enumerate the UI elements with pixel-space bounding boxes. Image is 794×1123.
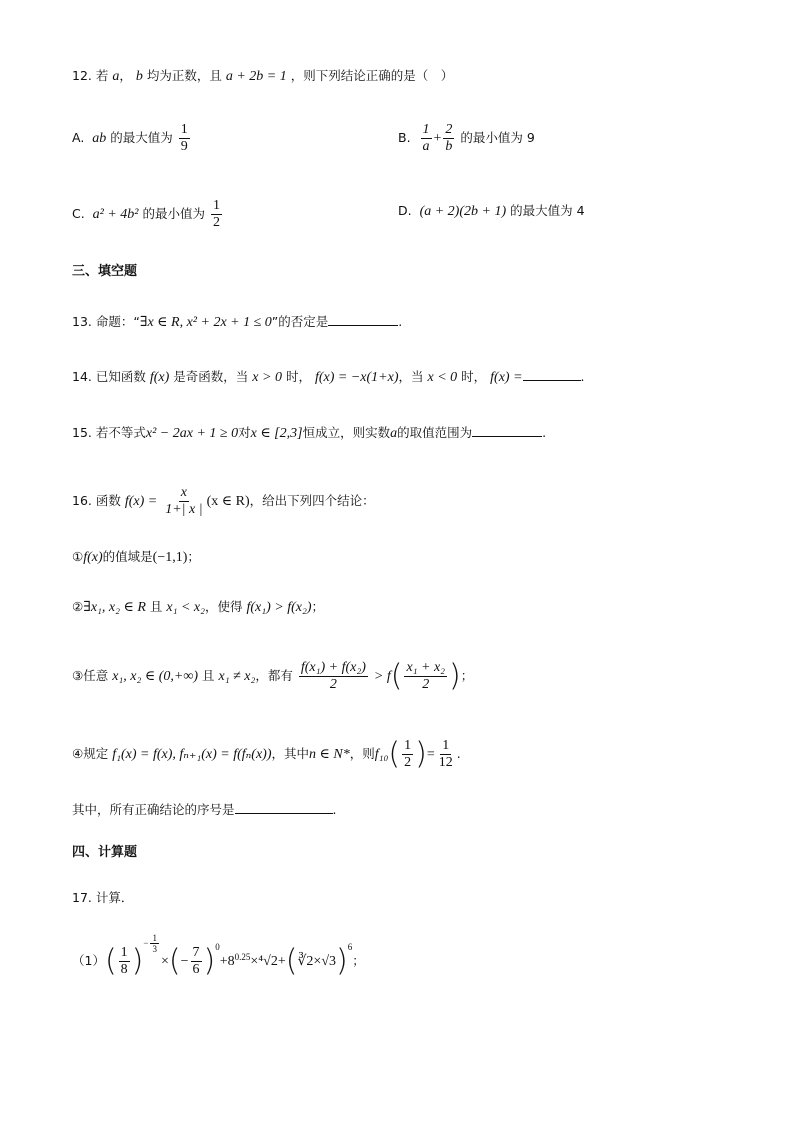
q16-conclusion-2 <box>72 597 324 618</box>
q15-text-b: 对 <box>238 425 251 440</box>
q17-exp1-num: 1 <box>152 933 157 944</box>
c2-a: ∃x₁, x₂ ∈ R <box>83 600 146 615</box>
q12-option-d <box>398 201 585 222</box>
q17-base1 <box>119 945 130 978</box>
option-a-text: 的最大值为 <box>110 130 173 145</box>
q17-root3: ∛2 <box>297 954 314 969</box>
q17-plus1: + <box>219 954 228 969</box>
c1-b: 的值域是 <box>102 549 153 564</box>
q15-text-c: 恒成立，则实数 <box>302 425 391 440</box>
c4-b: f₁(x) = f(x), fₙ₊₁(x) = f(fₙ(x)) <box>112 747 272 762</box>
q16-conclusion-4: ④规定 f₁(x) = f(x), fₙ₊₁(x) = f(fₙ(x))，其中n ∈ N*，则f₁₀( $\frac{1}{2}$ )= $\frac{1}{12}$ . <box>72 736 461 772</box>
q17-root4: ⁴√2 <box>258 954 278 969</box>
c3-b: x₁, x₂ ∈ (0,+∞) <box>112 669 198 684</box>
q15-answer-blank[interactable] <box>472 424 542 437</box>
q14-text-b: 是奇函数，当 <box>173 369 249 384</box>
q16-tail-end: . <box>332 802 337 817</box>
c3-num: f(x₁) + f(x₂) <box>300 660 366 675</box>
option-c-text: 的最小值为 <box>142 206 205 221</box>
q16-tail-text: 其中，所有正确结论的序号是 <box>72 802 235 817</box>
q12-condition: a + 2b = 1 <box>225 69 287 84</box>
q14-text-e: 时， <box>461 369 487 384</box>
q14-text-c: 时， <box>285 369 311 384</box>
c2-e: f(x₁) > f(x₂) <box>246 600 312 615</box>
c1-a: f(x) <box>83 550 103 565</box>
c2-f: ； <box>311 599 325 614</box>
option-a-num: 1 <box>180 122 188 137</box>
q15-end: . <box>542 425 547 440</box>
option-c-expr: a² + 4b² <box>92 207 139 222</box>
q12-text-d: ，则下列结论正确的是（ ） <box>290 68 454 83</box>
q17-times1: × <box>160 954 169 969</box>
q14-cond2: x < 0 <box>427 370 458 385</box>
q14-answer-blank[interactable] <box>523 368 581 381</box>
q13-text-b: ”的否定是 <box>271 314 329 329</box>
q12-option-a <box>72 122 192 155</box>
c3-den: 2 <box>329 677 337 692</box>
q17-text: 计算． <box>95 890 134 905</box>
c4-e: ，则 <box>349 746 375 761</box>
q17-p1-label: （1） <box>72 953 105 968</box>
q16-stem <box>72 485 375 518</box>
q14-number: 14. <box>72 369 92 384</box>
c2-mark: ② <box>72 599 84 614</box>
q16-tail <box>72 800 337 820</box>
q17-exp2: 0 <box>215 941 220 952</box>
q17-base1-den: 8 <box>120 962 128 977</box>
q15-domain: x ∈ [2,3] <box>250 426 303 441</box>
q14-end: . <box>580 369 585 384</box>
c4-c: ，其中 <box>271 746 310 761</box>
option-b-label: B. <box>398 130 411 145</box>
c3-a: 任意 <box>83 668 109 683</box>
q17-times2: × <box>250 954 259 969</box>
c4-mark: ④ <box>72 746 84 761</box>
q14-expr1: f(x) = −x(1+x) <box>314 370 399 385</box>
q15-text-d: 的取值范围为 <box>397 425 473 440</box>
q17-stem <box>72 888 133 908</box>
q12-text-c: 均为正数，且 <box>146 68 222 83</box>
q17-exp1-den: 3 <box>152 944 157 955</box>
q17-part-1: （1）( $\frac{1}{8}$ )$^{- \frac{1}{3}}$ ×(− $\frac{7}{6}$ )$^0+8^{0.25}\times^4√2+(∛2\times√3)^6$； <box>72 933 365 979</box>
q17-times3: × <box>313 954 322 969</box>
q17-base2-sign: − <box>180 954 189 969</box>
c3-den2: 2 <box>422 677 430 692</box>
c4-arg-num: 1 <box>404 738 412 753</box>
q17-base1-num: 1 <box>120 945 128 960</box>
q13-answer-blank[interactable] <box>328 313 398 326</box>
q13-number: 13. <box>72 314 92 329</box>
c1-d: ； <box>187 549 200 564</box>
q17-exp1-fraction <box>150 933 159 954</box>
c3-end: ； <box>460 668 474 683</box>
c4-result-den: 12 <box>438 755 453 770</box>
q17-base2-num: 7 <box>192 945 200 960</box>
q15-number: 15. <box>72 425 92 440</box>
q17-number: 17. <box>72 890 92 905</box>
option-a-expr: ab <box>92 131 107 146</box>
q16-number: 16. <box>72 493 92 508</box>
q16-f-domain: (x ∈ R) <box>206 494 250 509</box>
q15 <box>72 423 546 444</box>
c3-mark: ③ <box>72 668 84 683</box>
c3-fraction-left <box>299 660 368 693</box>
c4-end: . <box>456 746 461 761</box>
c2-b: 且 <box>149 599 163 614</box>
c4-result-num: 1 <box>442 738 450 753</box>
q17-base2 <box>191 945 202 978</box>
q16-conclusion-3: ③任意 x₁, x₂ ∈ (0,+∞) 且 x₁ ≠ x₂，都有 $\frac{\text{f(x₁) + f(x₂)}}{2}$ > f( $\frac{\text{x₁ + x₂}}{2}$ )； <box>72 658 474 694</box>
q15-text-a: 若不等式 <box>95 425 146 440</box>
c3-c: 且 <box>201 668 215 683</box>
q17-exp1 <box>143 933 161 955</box>
q13-expr: ∃x ∈ R, x² + 2x + 1 ≤ 0 <box>139 315 272 330</box>
option-a-den: 9 <box>180 139 188 154</box>
q16-f-den: 1+| x | <box>165 502 203 517</box>
q12-option-b: B. $\frac{1}{a}$ + $\frac{2}{b}$ 的最小值为 9 <box>398 122 535 154</box>
q16-text-b: ，给出下列四个结论： <box>249 493 375 508</box>
q16-f-lhs: f(x) = <box>124 494 158 509</box>
option-d-text: 的最大值为 4 <box>510 203 585 218</box>
c3-d: x₁ ≠ x₂ <box>218 669 256 684</box>
q16-text-a: 函数 <box>95 493 121 508</box>
q12-option-c <box>72 198 224 231</box>
option-b-frac1: $\frac{1}{a}$ <box>422 122 430 154</box>
section-heading-calculation: 四、计算题 <box>72 845 138 860</box>
option-d-expr: (a + 2)(2b + 1) <box>419 204 507 219</box>
q14-expr2: f(x) = <box>490 370 523 385</box>
q12-number: 12. <box>72 68 92 83</box>
option-c-label: C. <box>72 206 85 221</box>
option-c-fraction <box>211 198 222 231</box>
c1-mark: ① <box>72 549 84 564</box>
q17-term3: 8 <box>227 954 235 969</box>
c4-f: f₁₀ <box>374 747 389 762</box>
section-heading-fill-blank: 三、填空题 <box>72 264 138 279</box>
c4-eq: = <box>426 747 435 762</box>
q13-end: . <box>398 314 403 329</box>
q13 <box>72 312 402 333</box>
q14-text-d: ，当 <box>398 369 424 384</box>
c3-fraction-right <box>404 660 447 693</box>
c4-arg-fraction <box>402 738 413 771</box>
option-c-num: 1 <box>212 198 220 213</box>
q15-var: a <box>390 426 398 441</box>
option-c-den: 2 <box>212 215 220 230</box>
q17-p1-end: ； <box>352 953 365 968</box>
q12-stem: 12. 若 a， b 均为正数，且 a + 2b = 1 ，则下列结论正确的是（ ） <box>72 68 454 84</box>
q17-exp3: 0.25 <box>234 951 251 962</box>
c4-a: 规定 <box>83 746 109 761</box>
q17-base2-den: 6 <box>192 962 200 977</box>
c2-d: ，使得 <box>204 599 243 614</box>
q16-answer-blank[interactable] <box>235 801 333 814</box>
q12-text-b: ， <box>119 68 132 83</box>
option-a-label: A. <box>72 130 85 145</box>
q16-conclusion-1 <box>72 547 200 568</box>
q14-text-a: 已知函数 <box>95 369 146 384</box>
c1-c: (−1,1) <box>152 550 188 565</box>
option-a-fraction <box>179 122 190 155</box>
q14-f: f(x) <box>149 370 170 385</box>
q12-text-a: 若 <box>95 68 109 83</box>
c4-arg-den: 2 <box>404 755 412 770</box>
q14-cond1: x > 0 <box>252 370 282 385</box>
q16-f-fraction <box>163 485 204 518</box>
option-b-text: 的最小值为 9 <box>460 130 535 145</box>
option-b-frac2: $\frac{2}{b}$ <box>445 122 453 154</box>
c3-e: ，都有 <box>255 668 293 683</box>
q15-inequality: x² − 2ax + 1 ≥ 0 <box>145 426 239 441</box>
q16-f-num: x <box>180 485 188 500</box>
c3-gt: > f <box>373 669 391 684</box>
q13-text-a: 命题：“ <box>95 314 140 329</box>
q14 <box>72 367 585 388</box>
q17-exp1-sign: − <box>143 937 149 948</box>
q17-sqrt3: √3 <box>321 954 336 969</box>
c4-d: n ∈ N* <box>309 747 350 762</box>
q17-exp4: 6 <box>347 941 353 952</box>
c4-result-fraction <box>437 738 455 771</box>
c3-num2: x₁ + x₂ <box>406 660 446 675</box>
option-d-label: D. <box>398 203 412 218</box>
c2-c: x₁ < x₂ <box>166 600 205 615</box>
q17-plus2: + <box>277 954 286 969</box>
